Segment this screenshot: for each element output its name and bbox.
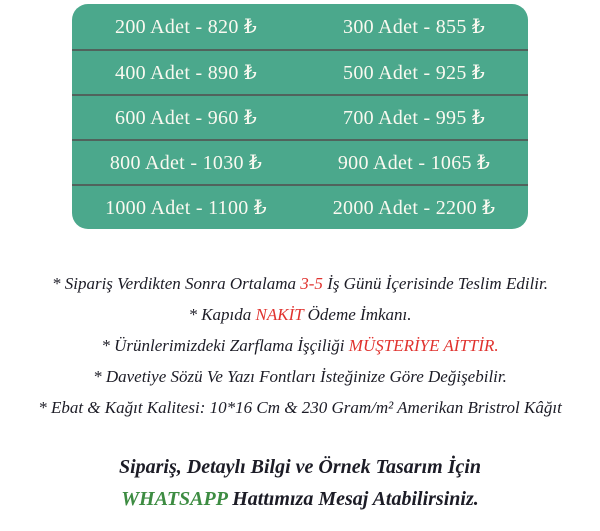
price-cell-right: 900 Adet - 1065 ₺ — [337, 152, 491, 174]
footer-text: Hattımıza Mesaj Atabilirsiniz. — [227, 488, 479, 510]
price-cell-left: 200 Adet - 820 ₺ — [115, 16, 257, 38]
note-line-fonts — [0, 361, 600, 392]
note-line-paper — [0, 392, 600, 423]
price-cell-left: 600 Adet - 960 ₺ — [115, 107, 257, 129]
note-highlight: MÜŞTERİYE AİTTİR. — [348, 336, 499, 355]
table-row — [72, 4, 528, 49]
note-highlight: 3-5 — [300, 274, 323, 293]
price-cell-left: 800 Adet - 1030 ₺ — [109, 152, 263, 174]
price-cell-right: 300 Adet - 855 ₺ — [343, 16, 485, 38]
note-text: Ödeme İmkanı. — [303, 305, 412, 324]
note-line-payment — [0, 299, 600, 330]
table-row — [72, 139, 528, 184]
table-row — [72, 49, 528, 94]
note-text: * Ebat & Kağıt Kalitesi: 10*16 Cm & 230 Gram/m² Amerikan Bristrol Kâğıt — [38, 398, 562, 417]
note-line-envelope — [0, 330, 600, 361]
note-line-delivery — [0, 268, 600, 299]
notes-section — [0, 268, 600, 423]
note-text: * Sipariş Verdikten Sonra Ortalama — [52, 274, 301, 293]
price-cell-right: 2000 Adet - 2200 ₺ — [332, 197, 496, 219]
footer-line-1: Sipariş, Detaylı Bilgi ve Örnek Tasarım İçin — [118, 456, 482, 478]
table-row — [72, 94, 528, 139]
note-text: * Davetiye Sözü Ve Yazı Fontları İsteğinize Göre Değişebilir. — [93, 367, 507, 386]
note-text: İş Günü İçerisinde Teslim Edilir. — [322, 274, 548, 293]
table-row — [72, 184, 528, 229]
footer-section — [0, 451, 600, 515]
pricing-table — [72, 4, 528, 229]
whatsapp-highlight: WHATSAPP — [121, 488, 228, 510]
footer-line-2 — [0, 483, 600, 515]
price-cell-right: 500 Adet - 925 ₺ — [343, 62, 485, 84]
note-highlight: NAKİT — [255, 305, 304, 324]
note-text: * Ürünlerimizdeki Zarflama İşçiliği — [101, 336, 349, 355]
price-cell-left: 400 Adet - 890 ₺ — [115, 62, 257, 84]
price-cell-left: 1000 Adet - 1100 ₺ — [105, 197, 267, 219]
note-text: * Kapıda — [188, 305, 256, 324]
price-cell-right: 700 Adet - 995 ₺ — [343, 107, 485, 129]
